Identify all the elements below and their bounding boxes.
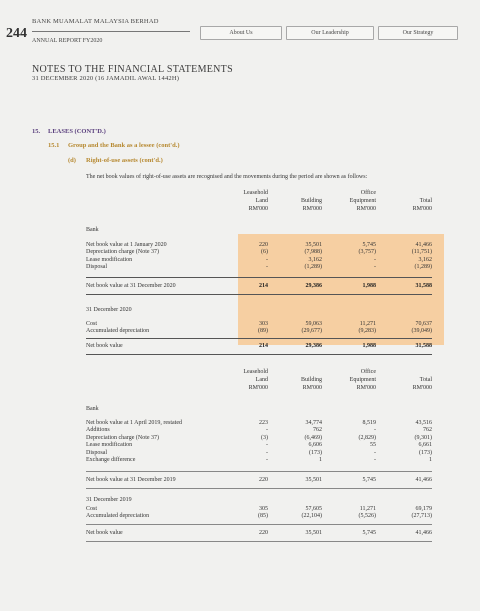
bank-name: BANK MUAMALAT MALAYSIA BERHAD [32,18,159,25]
table-row: Depreciation charge (Note 37) (3) (6,469) (2,829) (9,301) [86,434,432,441]
divider [86,488,432,489]
divider [86,354,432,355]
divider [86,541,432,542]
col-header-building: Building RM'000 [300,377,322,391]
col-header-office: Office Equipment RM'000 [349,369,376,391]
col-header-leasehold: Leasehold Land RM'000 [243,369,268,391]
divider [86,524,432,525]
nav-our-leadership-button[interactable]: Our Leadership [286,26,374,40]
table-row: Accumulated depreciation (85) (22,104) (5,526) (27,713) [86,513,432,520]
col-header-building: Building RM'000 [300,198,322,212]
table-row: Disposal - (1,289) - (1,289) [86,264,432,271]
table-row: Cost 303 59,063 11,271 70,637 [86,321,432,327]
table-row: Cost 305 57,605 11,271 69,179 [86,506,432,512]
header-divider [32,31,190,32]
cost-rows-2020 [86,321,432,336]
item-number: (d) [68,157,76,164]
section-title: LEASES (CONT'D.) [48,128,106,135]
section-number: 15. [32,128,41,135]
divider [86,338,432,339]
divider [86,294,432,295]
table-row: Lease modification - 3,162 - 3,162 [86,256,432,263]
col-header-office: Office Equipment RM'000 [349,190,376,212]
nav-our-strategy-button[interactable]: Our Strategy [378,26,458,40]
page-subtitle: 31 DECEMBER 2020 (16 JAMADIL AWAL 1442H) [32,75,180,82]
table-row: Net book value at 1 April 2019, restated 223 34,774 8,519 43,516 [86,420,432,426]
report-name: ANNUAL REPORT FY2020 [32,38,103,44]
table-row: Net book value at 1 January 2020 220 35,501 5,745 41,466 [86,242,432,248]
table-row: Additions - 762 - 762 [86,427,432,434]
table-row: Lease modification - 6,606 55 6,661 [86,442,432,449]
nav-about-us-button[interactable]: About Us [200,26,282,40]
table-row: Exchange difference - 1 - 1 [86,456,432,463]
col-header-leasehold: Leasehold Land RM'000 [243,190,268,212]
intro-text: The net book values of right-of-use assets are recognised and the movements during the period are shown as follows: [86,174,368,180]
col-header-total: Total RM'000 [412,198,432,212]
divider [86,471,432,472]
closing-row-2019: Net book value at 31 December 2019 220 35,501 5,745 41,466 [86,477,432,483]
table-row: Disposal - (173) - (173) [86,449,432,456]
page-title: NOTES TO THE FINANCIAL STATEMENTS [32,64,233,75]
group-label: Bank [86,227,99,233]
nbv-row-2020: Net book value 214 29,386 1,988 31,588 [86,343,432,349]
dec-heading-2020: 31 December 2020 [86,307,132,313]
dec-heading-2019: 31 December 2019 [86,497,132,503]
movement-rows-2019 [86,420,432,464]
group-label: Bank [86,406,99,412]
nbv-row-2019: Net book value 220 35,501 5,745 41,466 [86,530,432,536]
page-number: 244 [6,26,27,41]
closing-row-2020: Net book value at 31 December 2020 214 29,386 1,988 31,588 [86,283,432,289]
subsection-number: 15.1 [48,142,60,149]
item-title: Right-of-use assets (cont'd.) [86,157,163,164]
table-row: Accumulated depreciation (89) (29,677) (9,283) (39,049) [86,328,432,335]
cost-rows-2019 [86,506,432,521]
table-row: Depreciation charge (Note 37) (6) (7,988) (3,757) (11,751) [86,249,432,256]
movement-rows-2020 [86,242,432,272]
subsection-title: Group and the Bank as a lessee (cont'd.) [68,142,180,149]
divider [86,277,432,278]
col-header-total: Total RM'000 [412,377,432,391]
